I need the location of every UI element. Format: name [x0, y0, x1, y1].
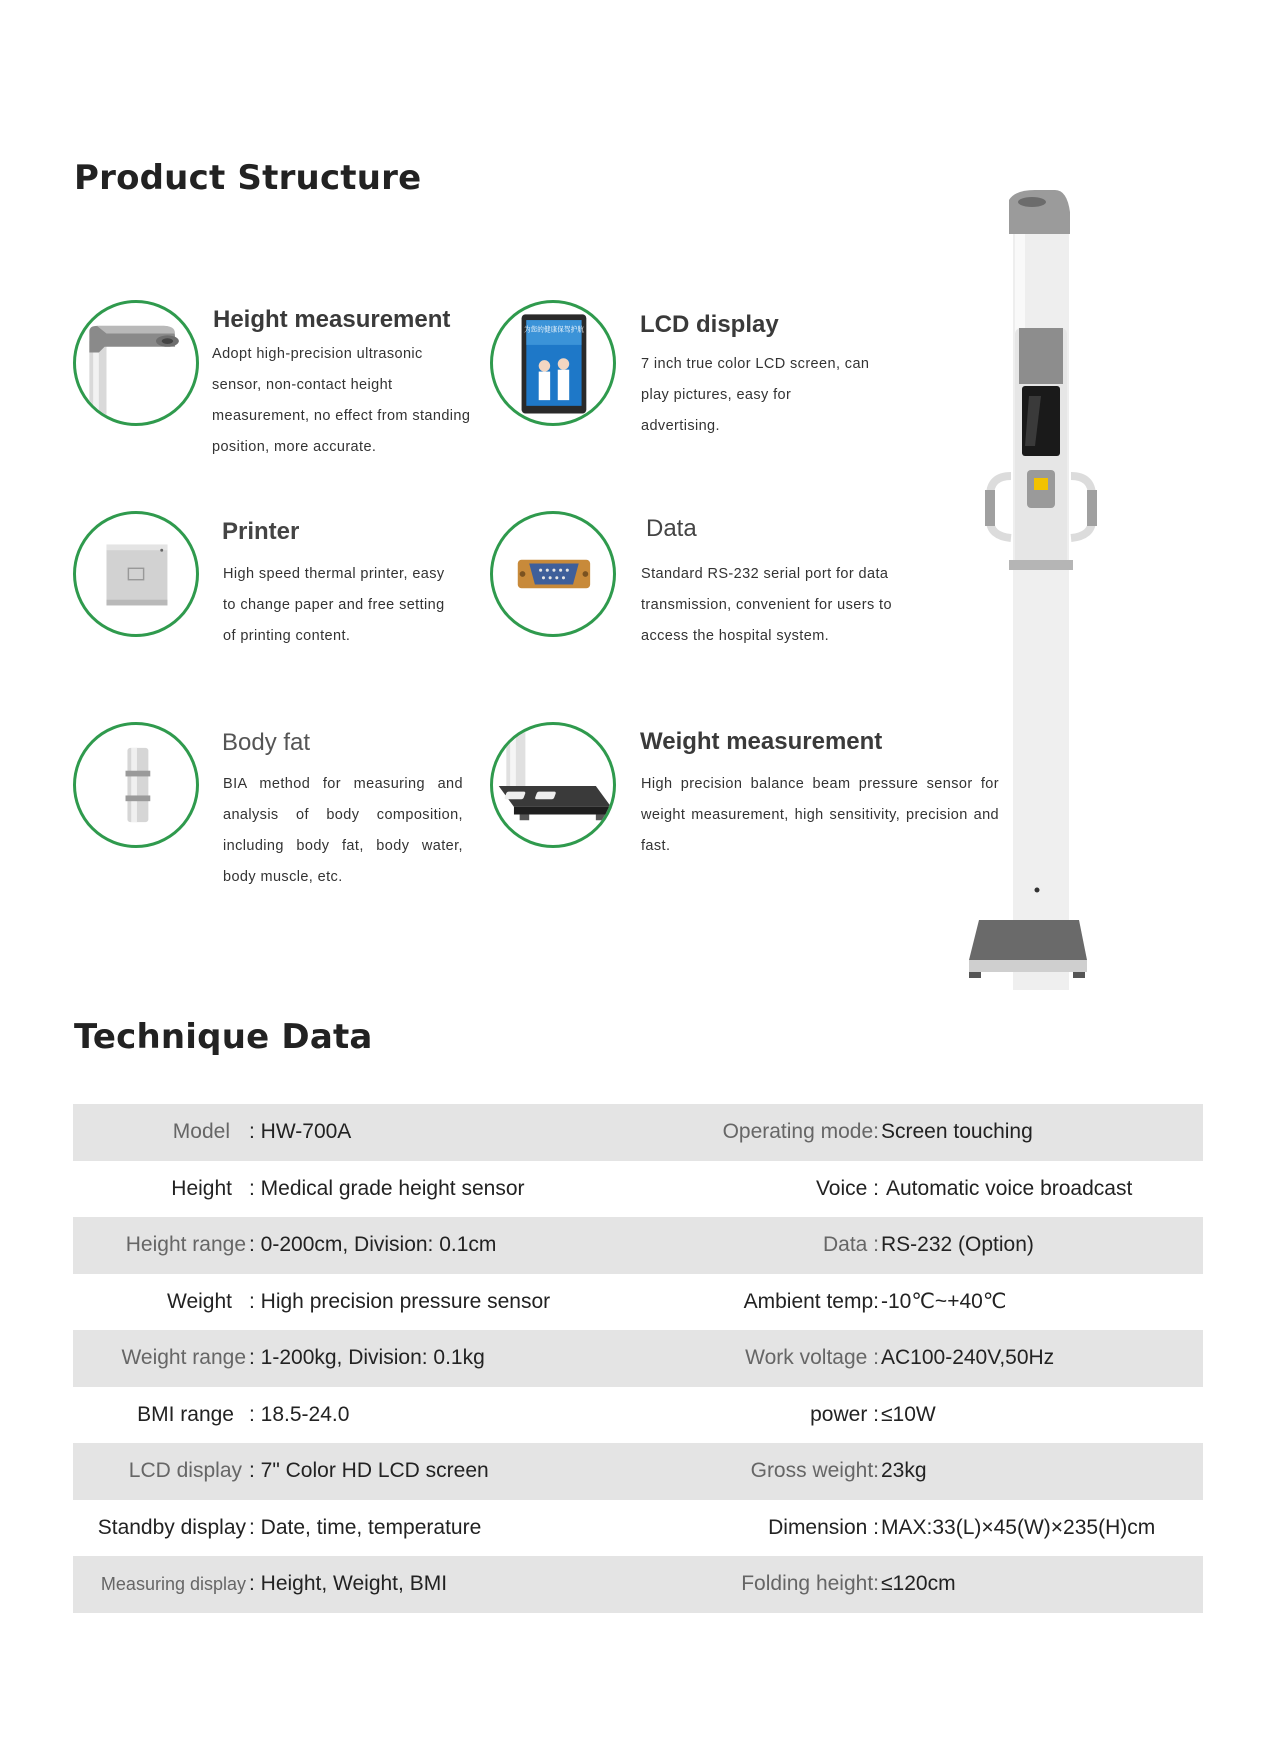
spec-label: Weight: [167, 1289, 232, 1313]
spec-table: [73, 1104, 1203, 1613]
feature-title-body-fat: Body fat: [222, 729, 311, 756]
spec-value: : HW-700A: [249, 1120, 352, 1143]
spec-value: : Medical grade height sensor: [249, 1176, 525, 1200]
spec-value: : 1-200kg, Division: 0.1kg: [249, 1346, 485, 1369]
data-port-image: [490, 511, 616, 637]
feature-title-weight: Weight measurement: [640, 728, 883, 755]
feature-desc-data: Standard RS-232 serial port for data transmission, convenient for users to access the hospital system.: [641, 566, 892, 644]
height-measurement-image: [73, 300, 199, 426]
spec-label: Standby display: [97, 1515, 246, 1539]
printer-image: [73, 511, 199, 637]
spec-label: BMI range: [137, 1402, 234, 1426]
spec-label: Data :: [822, 1233, 879, 1256]
table-row: [73, 1387, 1203, 1444]
spec-value: : 18.5-24.0: [249, 1402, 350, 1426]
spec-label: Operating mode:: [722, 1120, 879, 1143]
spec-value: : Date, time, temperature: [249, 1515, 482, 1539]
spec-value: : 0-200cm, Division: 0.1cm: [249, 1233, 497, 1256]
spec-label: power :: [810, 1402, 879, 1426]
spec-label: Height: [171, 1176, 232, 1200]
table-row: [73, 1443, 1203, 1500]
spec-label: Voice :: [815, 1176, 879, 1200]
feature-title-lcd: LCD display: [640, 311, 779, 338]
height-weight-scale-illustration: [955, 190, 1105, 990]
technique-data-title: Technique Data: [74, 1017, 373, 1057]
feature-desc-weight: High precision balance beam pressure sensor for weight measurement, high sensitivity, precision and fast.: [641, 776, 999, 854]
spec-value: AC100-240V,50Hz: [881, 1346, 1055, 1369]
weighing-platform-icon: [493, 725, 613, 845]
feature-desc-height: Adopt high-precision ultrasonic sensor, non-contact height measurement, no effect from standing position, more accurate.: [212, 346, 471, 455]
spec-value: 23kg: [881, 1459, 927, 1482]
spec-value: : Height, Weight, BMI: [249, 1572, 448, 1595]
spec-value: : High precision pressure sensor: [249, 1289, 551, 1313]
table-row: [73, 1274, 1203, 1331]
bia-handle-icon: [76, 725, 196, 845]
spec-label: Height range: [125, 1233, 246, 1256]
spec-value: Automatic voice broadcast: [886, 1176, 1133, 1200]
spec-label: Work voltage :: [745, 1346, 879, 1369]
table-row: [73, 1556, 1203, 1613]
body-fat-image: [73, 722, 199, 848]
lcd-screen-icon: [493, 303, 613, 423]
table-row: [73, 1330, 1203, 1387]
feature-title-height: Height measurement: [213, 306, 451, 333]
feature-title-printer: Printer: [222, 518, 300, 545]
spec-value: -10℃~+40℃: [881, 1289, 1007, 1313]
spec-value: RS-232 (Option): [881, 1233, 1034, 1256]
product-structure-title: Product Structure: [74, 158, 422, 198]
table-row: [73, 1104, 1203, 1161]
feature-desc-body-fat: BIA method for measuring and analysis of body composition, including body fat, body water, body muscle, etc.: [223, 776, 463, 885]
feature-desc-printer: High speed thermal printer, easy to change paper and free setting of printing content.: [223, 566, 445, 644]
table-row: [73, 1500, 1203, 1557]
lcd-screen-text: 为您的健康保驾护航: [523, 325, 584, 334]
spec-value: MAX:33(L)×45(W)×235(H)cm: [881, 1515, 1156, 1539]
feature-title-data: Data: [646, 515, 697, 542]
spec-label: Measuring display: [100, 1574, 246, 1594]
feature-desc-lcd: 7 inch true color LCD screen, can play pictures, easy for advertising.: [641, 356, 870, 434]
spec-label: Dimension :: [768, 1515, 879, 1539]
lcd-display-image: [490, 300, 616, 426]
table-row: [73, 1217, 1203, 1274]
spec-value: : 7" Color HD LCD screen: [249, 1459, 489, 1482]
spec-label: Ambient temp:: [743, 1289, 879, 1313]
weight-measurement-image: [490, 722, 616, 848]
spec-value: ≤120cm: [881, 1572, 956, 1595]
spec-value: Screen touching: [881, 1120, 1033, 1143]
spec-label: Folding height:: [741, 1572, 879, 1595]
spec-label: LCD display: [128, 1459, 242, 1482]
spec-value: ≤10W: [881, 1402, 936, 1426]
spec-label: Model: [172, 1120, 230, 1143]
table-row: [73, 1161, 1203, 1218]
ultrasonic-head-icon: [76, 303, 196, 423]
spec-label: Weight range: [121, 1346, 246, 1369]
serial-port-icon: [493, 514, 613, 634]
printer-icon: [76, 514, 196, 634]
spec-label: Gross weight:: [750, 1459, 879, 1482]
